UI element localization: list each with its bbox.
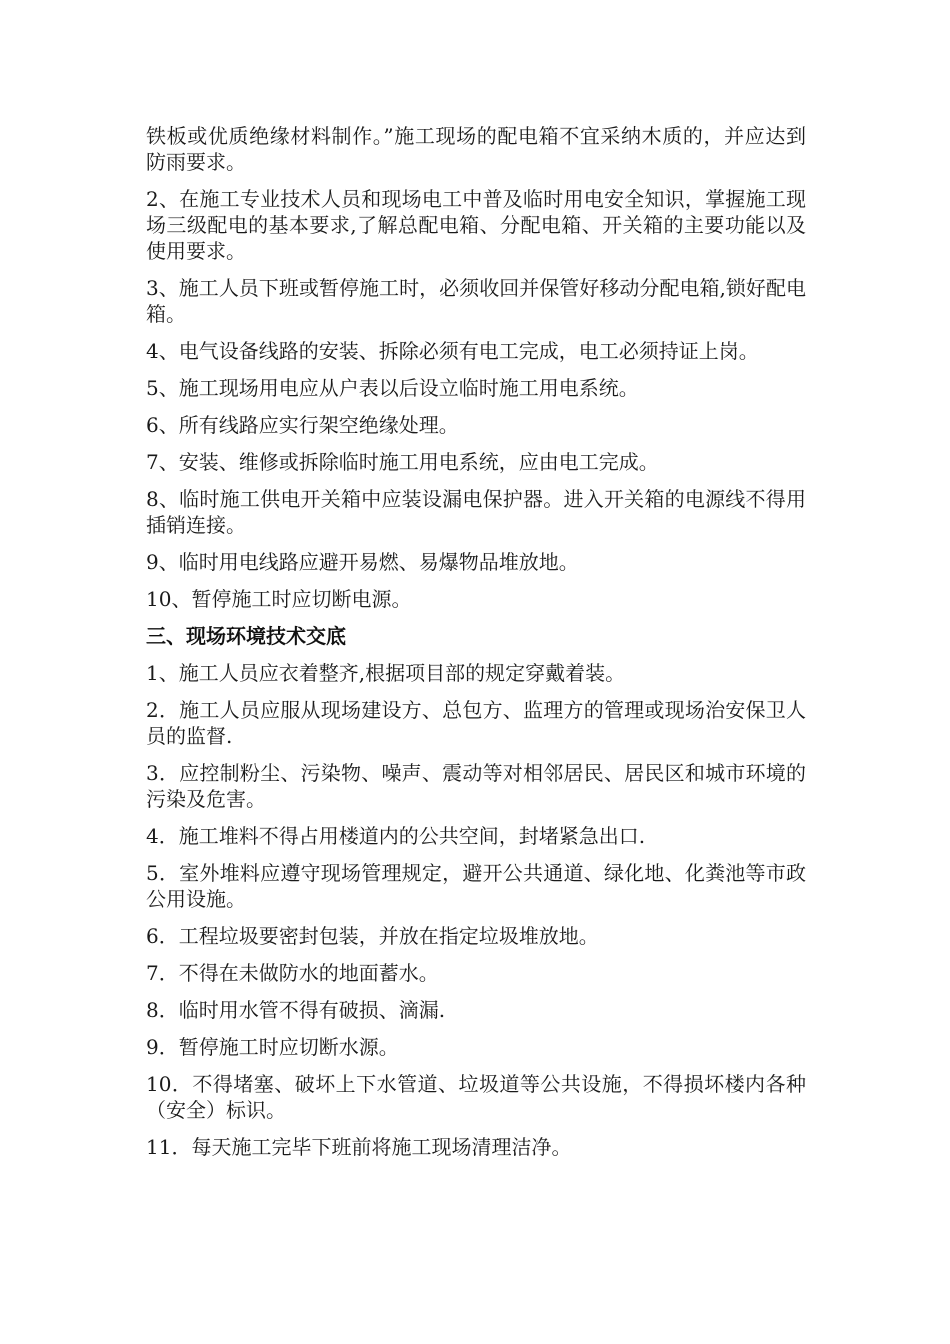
paragraph: 9．暂停施工时应切断水源。	[146, 1035, 399, 1059]
document-body	[146, 123, 806, 1171]
paragraph: 10．不得堵塞、破坏上下水管道、垃圾道等公共设施，不得损坏楼内各种（安全）标识。	[146, 1072, 806, 1122]
paragraph: 8、临时施工供电开关箱中应装设漏电保护器。进入开关箱的电源线不得用插销连接。	[146, 487, 806, 537]
section-heading: 三、现场环境技术交底	[146, 624, 346, 648]
paragraph: 2．施工人员应服从现场建设方、总包方、监理方的管理或现场治安保卫人员的监督.	[146, 698, 806, 748]
paragraph: 4．施工堆料不得占用楼道内的公共空间，封堵紧急出口.	[146, 824, 646, 848]
paragraph: 3．应控制粉尘、污染物、噪声、震动等对相邻居民、居民区和城市环境的污染及危害。	[146, 761, 806, 811]
paragraph: 3、施工人员下班或暂停施工时，必须收回并保管好移动分配电箱,锁好配电箱。	[146, 276, 806, 326]
paragraph: 11．每天施工完毕下班前将施工现场清理洁净。	[146, 1135, 572, 1159]
paragraph: 6、所有线路应实行架空绝缘处理。	[146, 413, 459, 437]
paragraph: 5．室外堆料应遵守现场管理规定，避开公共通道、绿化地、化粪池等市政公用设施。	[146, 861, 806, 911]
paragraph: 2、在施工专业技术人员和现场电工中普及临时用电安全知识，掌握施工现场三级配电的基本要求,了解总配电箱、分配电箱、开关箱的主要功能以及使用要求。	[146, 187, 806, 263]
paragraph: 6．工程垃圾要密封包装，并放在指定垃圾堆放地。	[146, 924, 599, 948]
paragraph: 10、暂停施工时应切断电源。	[146, 587, 412, 611]
paragraph: 8．临时用水管不得有破损、滴漏.	[146, 998, 446, 1022]
paragraph: 9、临时用电线路应避开易燃、易爆物品堆放地。	[146, 550, 579, 574]
paragraph: 1、施工人员应衣着整齐,根据项目部的规定穿戴着装。	[146, 661, 626, 685]
paragraph: 铁板或优质绝缘材料制作。”施工现场的配电箱不宜采纳木质的，并应达到防雨要求。	[146, 124, 806, 174]
paragraph: 5、施工现场用电应从户表以后设立临时施工用电系统。	[146, 376, 639, 400]
paragraph: 7、安装、维修或拆除临时施工用电系统，应由电工完成。	[146, 450, 659, 474]
paragraph: 4、电气设备线路的安装、拆除必须有电工完成，电工必须持证上岗。	[146, 339, 759, 363]
paragraph: 7．不得在未做防水的地面蓄水。	[146, 961, 439, 985]
